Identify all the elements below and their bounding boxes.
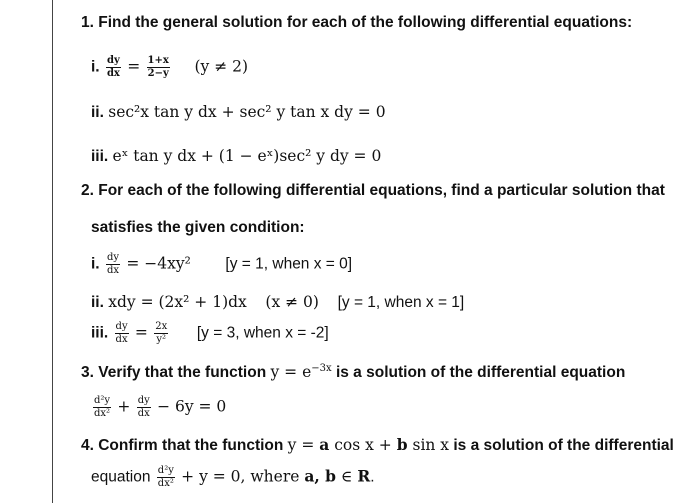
q4-coef-a: a bbox=[319, 435, 330, 454]
q3-title-pre: 3. Verify that the function bbox=[81, 364, 271, 382]
q3-fraction-second-derivative bbox=[93, 396, 111, 419]
q3-func-exponent: −3x bbox=[311, 363, 332, 374]
q3-function bbox=[270, 363, 331, 381]
q1-i-condition: (y ≠ 2) bbox=[194, 57, 249, 76]
q2-i-condition: [y = 1, when x = 0] bbox=[225, 255, 353, 273]
q1-iii-equation: eˣ tan y dx + (1 − eˣ)sec² y dy = 0 bbox=[112, 147, 382, 165]
q2-i-label: i. bbox=[91, 255, 100, 273]
q1-i-fraction-rhs bbox=[147, 56, 170, 79]
q3-equation bbox=[91, 396, 226, 419]
q4-title bbox=[81, 435, 674, 455]
q3-fraction-first-derivative bbox=[137, 396, 151, 419]
q2-iii-den1: dx bbox=[115, 334, 128, 345]
q4-den: dx² bbox=[157, 478, 174, 489]
q2-i-num: dy bbox=[106, 252, 119, 263]
q4-ab: a, b bbox=[304, 466, 337, 486]
q4-equation-word: equation bbox=[91, 468, 151, 486]
q1-iii-label: iii. bbox=[91, 148, 109, 165]
q2-item-i bbox=[91, 253, 352, 276]
q4-title-post: is a solution of the differential bbox=[453, 437, 674, 454]
q2-i-rhs: = −4xy² bbox=[126, 254, 191, 273]
q2-ii-equation: xdy = (2x² + 1)dx bbox=[108, 293, 247, 311]
q1-i-num2: 1+x bbox=[147, 55, 169, 66]
q4-reals: R bbox=[357, 466, 371, 486]
q2-iii-den2: y² bbox=[156, 334, 167, 345]
q1-i-fraction-dydx bbox=[106, 56, 121, 79]
q3-func-base: y = e bbox=[270, 363, 312, 382]
q1-i-num1: dy bbox=[107, 55, 120, 66]
q1-item-i bbox=[91, 56, 248, 79]
q1-i-equals: = bbox=[127, 57, 141, 76]
q2-iii-fraction-rhs bbox=[154, 322, 168, 345]
q4-period: . bbox=[370, 468, 375, 486]
q3-title bbox=[81, 363, 625, 382]
q2-i-fraction-dydx bbox=[106, 253, 120, 276]
q2-ii-label: ii. bbox=[91, 294, 104, 311]
q1-i-den1: dx bbox=[106, 68, 120, 79]
q4-fraction-second-derivative bbox=[157, 466, 175, 489]
q2-iii-condition: [y = 3, when x = -2] bbox=[196, 324, 329, 342]
q3-num2: dy bbox=[137, 395, 150, 406]
q4-element-of: ∈ bbox=[336, 467, 358, 486]
q4-title-pre: 4. Confirm that the function bbox=[81, 437, 288, 454]
q4-coef-b: b bbox=[396, 435, 408, 454]
q2-iii-num2: 2x bbox=[155, 321, 168, 332]
q2-item-ii bbox=[91, 293, 464, 312]
q3-title-post: is a solution of the differential equation bbox=[335, 364, 626, 382]
q1-ii-label: ii. bbox=[91, 104, 104, 121]
q3-num1: d²y bbox=[94, 395, 111, 406]
q4-num: d²y bbox=[157, 465, 174, 476]
q4-rest: + y = 0, where bbox=[181, 467, 305, 486]
document-page bbox=[52, 0, 700, 503]
q2-item-iii bbox=[91, 322, 329, 345]
q4-cos: cos x + bbox=[329, 436, 397, 454]
q2-iii-num1: dy bbox=[115, 321, 128, 332]
q1-i-den2: 2−y bbox=[147, 68, 169, 79]
q1-ii-equation: sec²x tan y dx + sec² y tan x dy = 0 bbox=[108, 103, 386, 121]
q2-i-den: dx bbox=[106, 265, 119, 276]
q3-plus: + bbox=[117, 397, 131, 416]
q4-sin: sin x bbox=[407, 436, 450, 454]
q3-den1: dx² bbox=[94, 408, 111, 419]
q3-den2: dx bbox=[137, 408, 150, 419]
q1-title: 1. Find the general solution for each of the following differential equations: bbox=[81, 14, 633, 31]
q4-func-y: y = bbox=[287, 436, 320, 454]
q2-iii-label: iii. bbox=[91, 324, 109, 342]
q1-item-ii bbox=[91, 103, 386, 122]
q2-ii-condition2: [y = 1, when x = 1] bbox=[337, 294, 465, 311]
q2-iii-fraction-dydx bbox=[115, 322, 129, 345]
q2-title-line1: 2. For each of the following differential equations, find a particular solution that bbox=[81, 182, 665, 199]
q2-ii-condition1: (x ≠ 0) bbox=[265, 293, 319, 311]
q2-iii-equals: = bbox=[134, 323, 148, 342]
q1-item-iii bbox=[91, 147, 381, 166]
q3-rest: − 6y = 0 bbox=[157, 397, 227, 416]
q2-title-line2: satisfies the given condition: bbox=[91, 219, 305, 236]
q1-i-label: i. bbox=[91, 58, 100, 76]
q4-function bbox=[288, 436, 449, 454]
q4-equation bbox=[91, 466, 375, 489]
